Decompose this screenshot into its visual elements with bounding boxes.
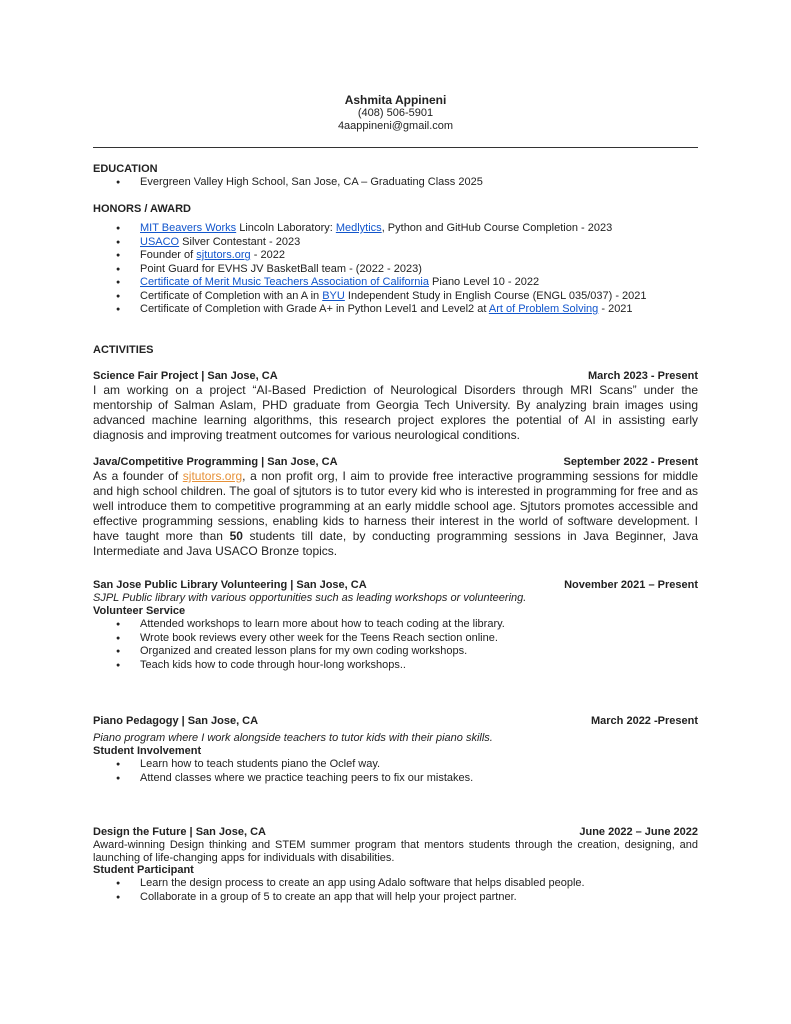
entry-description: I am working on a project “AI-Based Prediction of Neurological Disorders through MRI Scans” under the mentorship of Salman Aslam, PHD graduate from Georgia Tech University. By analyzing brain images using advanced machine learning algorithms, this research project explores the potential of AI in assisting early diagnosis and improving treatment outcomes for various neurological conditions. [93, 383, 698, 442]
entry-title: Java/Competitive Programming | San Jose, CA [93, 456, 338, 468]
list-item: ● Learn the design process to create an app using Adalo software that helps disabled people. [93, 877, 698, 891]
education-section [93, 162, 698, 190]
entry-heading [93, 714, 698, 728]
honor-item [93, 249, 698, 263]
honor-text: Point Guard for EVHS JV BasketBall team - (2022 - 2023) [140, 262, 422, 275]
entry-heading [93, 455, 698, 469]
byu-link[interactable]: BYU [322, 289, 345, 302]
list-item: ● Attended workshops to learn more about how to teach coding at the library. [93, 618, 698, 632]
description-text: , a non profit org, I aim to provide free interactive programming sessions for middle and high school children. The goal of sjtutors is to tutor every kid who is interested in programming for free and as well introduce them to competitive programming at an early middle school age. Sjtutors promotes accessible and effective programming sessions, enabling kids to harness their interest in the world of software development. I have taught more than [93, 469, 698, 543]
art-of-problem-solving-link[interactable]: Art of Problem Solving [488, 303, 599, 315]
phone-number: (408) 506-5901 [357, 107, 434, 119]
entry-bullets [93, 758, 698, 785]
list-item: ● Organized and created lesson plans for my own coding workshops. [93, 645, 698, 659]
education-item: ● Evergreen Valley High School, San Jose, CA – Graduating Class 2025 [93, 176, 698, 190]
entry-bullets [93, 877, 698, 904]
list-item: ● Attend classes where we practice teaching peers to fix our mistakes. [93, 772, 698, 786]
honor-text: Lincoln Laboratory: [236, 222, 336, 234]
honor-item [93, 236, 698, 250]
entry-title: Science Fair Project | San Jose, CA [93, 370, 278, 382]
entry-description [93, 469, 698, 559]
honor-text: Certificate of Completion with an A in [140, 289, 323, 302]
programming-entry [93, 455, 698, 559]
honors-title: HONORS / AWARD [93, 203, 191, 215]
music-teachers-certificate-link[interactable]: Certificate of Merit Music Teachers Association of California [140, 276, 429, 288]
entry-date: June 2022 – June 2022 [579, 826, 698, 838]
honor-text: Silver Contestant - 2023 [179, 235, 301, 248]
entry-date: March 2022 -Present [591, 715, 698, 727]
honor-item [93, 290, 698, 304]
honor-text: - 2021 [598, 303, 633, 315]
education-list [93, 176, 698, 190]
entry-role: Volunteer Service [93, 605, 186, 617]
entry-summary: SJPL Public library with various opportunities such as leading workshops or volunteering. [93, 592, 527, 604]
honor-text: Piano Level 10 - 2022 [428, 276, 540, 288]
students-count: 50 [229, 529, 243, 543]
honor-text: Founder of [140, 249, 197, 261]
honor-item [93, 222, 698, 236]
sjtutors-link[interactable]: sjtutors.org [196, 249, 251, 261]
entry-bullets [93, 618, 698, 672]
science-fair-entry [93, 369, 698, 443]
mit-beavers-works-link[interactable]: MIT Beavers Works [140, 222, 237, 234]
entry-role: Student Involvement [93, 745, 202, 757]
activities-title: ACTIVITIES [93, 344, 154, 356]
honor-item [93, 276, 698, 290]
honor-text: , Python and GitHub Course Completion - 2023 [381, 222, 613, 234]
honor-item [93, 303, 698, 317]
entry-title: Piano Pedagogy | San Jose, CA [93, 715, 259, 727]
piano-entry [93, 714, 698, 785]
entry-summary: Piano program where I work alongside teachers to tutor kids with their piano skills. [93, 732, 493, 744]
honor-text: - 2022 [250, 249, 285, 261]
email-address: 4aappineni@gmail.com [337, 120, 454, 132]
sjtutors-link[interactable]: sjtutors.org [182, 469, 243, 483]
entry-description: Award-winning Design thinking and STEM summer program that mentors students through the creation, designing, and launching of life-changing apps for individuals with disabilities. [93, 839, 698, 864]
entry-date: March 2023 - Present [587, 370, 698, 382]
entry-date: November 2021 – Present [564, 579, 698, 591]
education-title: EDUCATION [93, 163, 158, 175]
list-item: ● Collaborate in a group of 5 to create an app that will help your project partner. [93, 891, 698, 905]
honors-list [93, 222, 698, 317]
entry-title: San Jose Public Library Volunteering | San Jose, CA [93, 579, 367, 591]
list-item: ● Teach kids how to code through hour-long workshops.. [93, 659, 698, 673]
honor-item [93, 263, 698, 277]
entry-heading [93, 825, 698, 839]
activities-section [93, 343, 698, 357]
honors-section [93, 202, 698, 317]
entry-heading [93, 369, 698, 383]
entry-role: Student Participant [93, 864, 194, 876]
applicant-name: Ashmita Appineni [344, 93, 447, 107]
library-entry [93, 578, 698, 672]
list-item: ● Wrote book reviews every other week for the Teens Reach section online. [93, 632, 698, 646]
honor-text: Certificate of Completion with Grade A+ in Python Level1 and Level2 at [140, 303, 489, 315]
resume-header [93, 93, 698, 133]
entry-heading [93, 578, 698, 592]
entry-title: Design the Future | San Jose, CA [93, 826, 266, 838]
description-text: students till date, by conducting programming sessions in Java Beginner, Java Intermediate and Java USACO Bronze topics. [93, 529, 698, 558]
medlytics-link[interactable]: Medlytics [335, 222, 382, 234]
honor-text: Independent Study in English Course (ENGL 035/037) - 2021 [344, 289, 647, 302]
list-item: ● Learn how to teach students piano the Oclef way. [93, 758, 698, 772]
usaco-link[interactable]: USACO [140, 235, 180, 248]
description-text: As a founder of [93, 469, 183, 483]
entry-date: September 2022 - Present [563, 456, 698, 468]
header-divider [93, 147, 698, 148]
design-future-entry [93, 825, 698, 904]
